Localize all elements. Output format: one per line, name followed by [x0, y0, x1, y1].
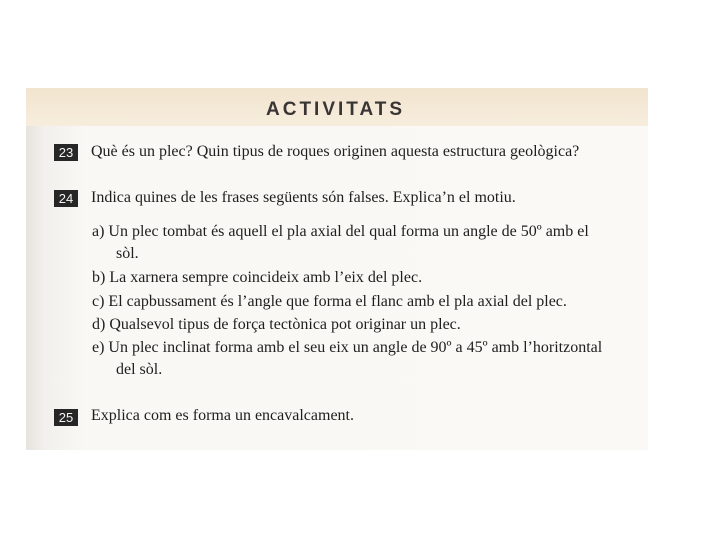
activity-25-question: Explica com es forma un encavalcament.: [91, 407, 354, 424]
activity-number-23: 23: [54, 144, 78, 161]
activity-24-question: Indica quines de les frases següents són falses. Explica’n el motiu.: [91, 189, 516, 206]
scanned-page: [26, 88, 648, 450]
activity-number-24: 24: [54, 190, 78, 207]
option-a-line-2: sòl.: [116, 245, 139, 262]
activity-23-question: Què és un plec? Quin tipus de roques originen aquesta estructura geològica?: [91, 143, 580, 160]
option-b: b) La xarnera sempre coincideix amb l’eix del plec.: [92, 269, 423, 286]
option-e-line-1: e) Un plec inclinat forma amb el seu eix un angle de 90º a 45º amb l’horitzontal: [92, 339, 603, 356]
option-a-line-1: a) Un plec tombat és aquell el pla axial del qual forma un angle de 50º amb el: [92, 223, 589, 240]
option-c: c) El capbussament és l’angle que forma el flanc amb el pla axial del plec.: [92, 293, 567, 310]
activity-number-25: 25: [54, 409, 78, 426]
option-e-line-2: del sòl.: [116, 361, 163, 378]
page-title: ACTIVITATS: [266, 99, 406, 120]
option-d: d) Qualsevol tipus de força tectònica pot originar un plec.: [92, 316, 461, 333]
header-band: [26, 88, 648, 126]
